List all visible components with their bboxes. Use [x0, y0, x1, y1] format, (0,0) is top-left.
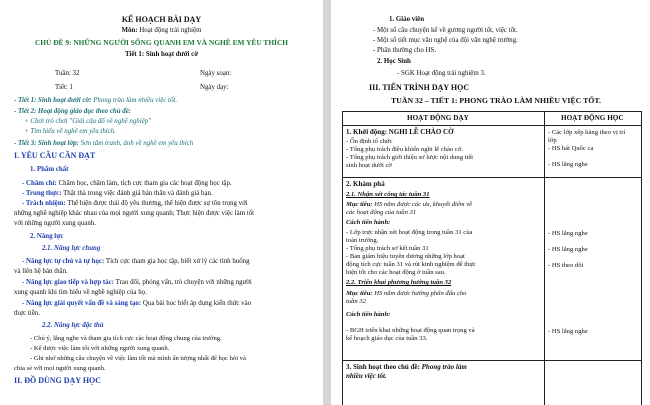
competency-communication: - Năng lực giao tiếp và hợp tác: Trao đổi, phỏng vấn, trò chuyện với những người [22, 279, 252, 286]
competency-problem-solving: - Năng lực giải quyết vấn đề và sáng tạo: Qua bài học biết áp dụng kiến thức vào [22, 300, 252, 307]
teacher-material-stories: - Một số câu chuyện kể về gương người tốt, việc tốt. [373, 27, 518, 34]
column-header-teacher: HOẠT ĐỘNG DẠY [407, 114, 469, 122]
row2b-student-line: - HS lắng nghe [548, 328, 588, 335]
specific-item-remember-cont: chia sẻ với mọi người xung quanh. [14, 365, 106, 372]
teacher-materials-heading: 1. Giáo viên [389, 16, 425, 23]
row1-heading: 1. Khởi động: NGHI LỄ CHÀO CỜ [346, 128, 454, 136]
specific-item-remember: - Ghi nhớ những câu chuyện về việc làm tốt mà mình ấn tượng nhất để học hỏi và [30, 355, 246, 362]
prep-date-label: Ngày soạn: [200, 70, 232, 77]
period1-summary: - Tiết 1: Sinh hoạt dưới cờ: Phong trào làm nhiều việc tốt. [14, 97, 178, 104]
document-page-left [0, 0, 323, 405]
row2b-objective: Mục tiêu: HS nắm được hướng phấn đấu cho [346, 290, 467, 297]
row1-line: - Tổng phụ trách điều khiển nghi lễ chào cờ. [346, 146, 463, 153]
qualities-heading: 1. Phẩm chất [30, 166, 69, 173]
subject-line: Môn: Hoạt động trải nghiệm [121, 27, 202, 34]
period3-summary: - Tiết 3: Sinh hoạt lớp: Sơn tâm tranh, ảnh về nghề em yêu thích [14, 140, 194, 147]
row2-student-line: - HS lắng nghe [548, 246, 588, 253]
quality-responsibility: - Trách nhiệm: Thể hiện được thái độ yêu thương, thể hiện được sự tôn trọng với [22, 200, 248, 207]
row2-student-line: - HS lắng nghe [548, 230, 588, 237]
row2-heading: 2. Khám phá [346, 180, 385, 188]
lesson-plan-title: KẾ HOẠCH BÀI DẠY [121, 15, 202, 24]
row1-student-line: - HS hát Quốc ca [548, 145, 594, 152]
competency-communication-cont: xung quanh khi tìm hiểu về nghề nghiệp của họ. [14, 289, 147, 296]
quality-honesty: - Trung thực: Thật thà trong việc đánh giá bản thân và đánh giá bạn. [22, 190, 213, 197]
row1-line: sinh hoạt dưới cờ [346, 162, 392, 169]
row2-procedure-line: hiện tốt cho các hoạt động ở tuần sau. [346, 269, 446, 276]
competencies-heading: 2. Năng lực [30, 233, 64, 240]
row2-subheading-plan: 2.2. Triển khai phương hướng tuần 32 [346, 279, 452, 286]
competency-self-study: - Năng lực tự chủ và tự học: Tích cực tham gia học tập, biết xử lý các tình huống [22, 258, 250, 265]
table-column-divider [544, 112, 545, 405]
row1-student-line: lớp [548, 137, 557, 144]
general-competencies-heading: 2.1. Năng lực chung [42, 245, 101, 252]
document-page-right [331, 0, 650, 405]
row1-line: - Tổng phụ trách giới thiệu sơ lược nội dung tiết [346, 154, 474, 161]
specific-item-good-deeds: - Kể được việc làm tốt với những người xung quanh. [30, 345, 170, 352]
student-material-textbook: - SGK Hoạt động trải nghiệm 3. [397, 70, 486, 77]
row2-procedure-line: - Ban giám hiệu tuyên dương những lớp hoạt [346, 253, 465, 260]
row2-procedure-label: Cách tiến hành: [346, 219, 391, 226]
competency-self-study-cont: và liên hệ bản thân. [14, 268, 68, 275]
column-header-student: HOẠT ĐỘNG HỌC [561, 114, 624, 122]
specific-item-listen: - Chủ ý, lắng nghe và tham gia tích cực các hoạt động chung của trường. [30, 335, 222, 342]
row2b-objective-cont: tuần 32 [346, 298, 366, 305]
row2b-procedure-line: kế hoạch giáo dục của tuần 33. [346, 335, 428, 342]
row2-subheading-review: 2.1. Nhận xét công tác tuần 31 [346, 191, 430, 198]
section-process-heading: III. TIẾN TRÌNH DẠY HỌC [369, 83, 470, 92]
row1-student-line: - HS lắng nghe [548, 161, 588, 168]
row2-procedure-line: động tích cực tuần 31 và rút kinh nghiệm để thực [346, 261, 476, 268]
quality-responsibility-cont2: với những người xung quanh. [14, 220, 96, 227]
teacher-material-performances: - Một số tiết mục văn nghệ của đội văn nghệ trường. [373, 37, 518, 44]
period2-item-career: + Tìm hiểu về nghề em yêu thích. [24, 128, 116, 135]
row2-procedure-line: - Lớp trực nhận xét hoạt động trong tuần 31 của [346, 229, 473, 236]
row3-heading-cont: nhiều việc tốt. [346, 372, 387, 380]
teacher-material-rewards: - Phân thường cho HS. [373, 47, 437, 54]
period2-label: - Tiết 2: Hoạt động giáo dục theo chủ đề: [14, 108, 132, 115]
page-gutter [323, 0, 331, 405]
quality-responsibility-cont: những nghề nghiệp khác nhau của mọi người xung quanh; Thực hiện được việc làm tốt [14, 210, 255, 217]
activity-table [342, 111, 642, 405]
row2-procedure-line: - Tổng phụ trách sơ kết tuần 31 [346, 245, 429, 252]
row2b-procedure-label: Cách tiến hành: [346, 311, 391, 318]
row2-objective-cont: các hoạt động của tuần 31 [346, 209, 417, 216]
student-materials-heading: 2. Học Sinh [377, 58, 411, 65]
row2-procedure-line: toàn trường. [346, 237, 379, 244]
week-label: Tuần: 32 [55, 70, 80, 77]
row1-line: - Ổn định tổ chức [346, 138, 393, 145]
competency-problem-solving-cont: thực tiễn. [14, 310, 40, 317]
section-materials-heading: II. ĐỒ DÙNG DẠY HỌC [14, 376, 102, 385]
row2-student-line: - HS theo dõi [548, 262, 584, 269]
lesson-title: Tiết 1: Sinh hoạt dưới cờ [124, 51, 199, 58]
lesson-number-label: Tiết: 1 [55, 84, 73, 91]
row2b-procedure-line: - BGH triển khai những hoạt động quan trọng và [346, 327, 475, 334]
teach-date-label: Ngày dạy: [200, 84, 229, 91]
row1-student-line: - Các lớp xếp hàng theo vị trí [548, 129, 626, 136]
specific-competencies-heading: 2.2. Năng lực đặc thù [42, 322, 104, 329]
period2-item-riddle: + Chơi trò chơi "Giải câu đố về nghề nghiệp" [24, 118, 152, 125]
row2-objective: Mục tiêu: HS nắm được các ưu, khuyết điểm về [346, 201, 473, 208]
quality-diligence: - Chăm chỉ: Chăm học, chăm làm, tích cực tham gia các hoạt động học tập. [22, 180, 232, 187]
row3-heading: 3. Sinh hoạt theo chủ đề: Phong trào làm [346, 363, 467, 371]
section-requirements-heading: I. YÊU CẦU CẦN ĐẠT [14, 151, 96, 160]
week-lesson-title: TUẦN 32 – TIẾT 1: PHONG TRÀO LÀM NHIỀU VIỆC TỐT. [391, 96, 601, 105]
chapter-title: CHỦ ĐỀ 9: NHỮNG NGƯỜI SỐNG QUANH EM VÀ NGHỀ EM YÊU THÍCH [34, 38, 289, 47]
